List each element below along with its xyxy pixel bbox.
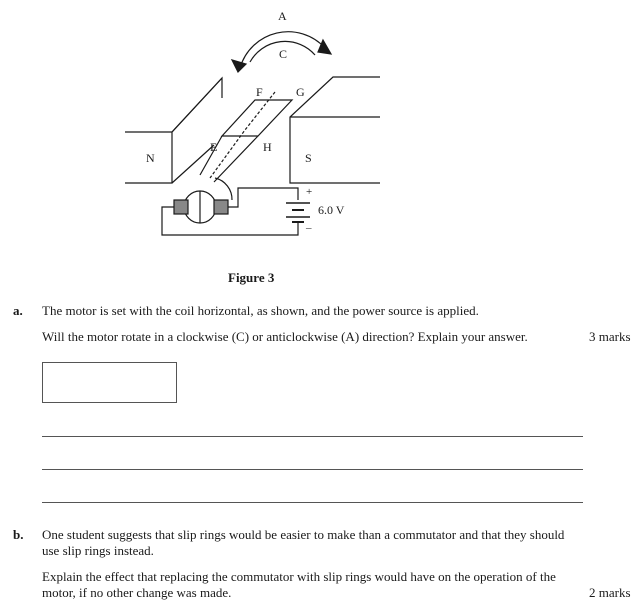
label-H: H bbox=[263, 140, 272, 154]
question-b-intro-line1: One student suggests that slip rings would be easier to make than a commutator and that they should bbox=[42, 527, 565, 542]
question-b-letter: b. bbox=[13, 527, 24, 542]
label-A: A bbox=[278, 9, 287, 23]
answer-line-2[interactable] bbox=[42, 469, 583, 470]
question-b-prompt-line2: motor, if no other change was made. bbox=[42, 585, 232, 600]
label-F: F bbox=[256, 85, 263, 99]
brush-left bbox=[174, 200, 188, 214]
answer-line-1[interactable] bbox=[42, 436, 583, 437]
question-b-marks: 2 marks bbox=[589, 585, 631, 600]
question-a-marks: 3 marks bbox=[589, 329, 631, 344]
label-S: S bbox=[305, 151, 312, 165]
coil bbox=[222, 100, 292, 136]
question-b-prompt-line1: Explain the effect that replacing the commutator with slip rings would have on the operation of the bbox=[42, 569, 556, 584]
answer-line-3[interactable] bbox=[42, 502, 583, 503]
anticlockwise-arrowhead bbox=[232, 60, 246, 72]
question-b-intro-line2: use slip rings instead. bbox=[42, 543, 154, 558]
label-G: G bbox=[296, 85, 305, 99]
motor-diagram bbox=[0, 0, 640, 290]
question-a-intro: The motor is set with the coil horizontal, as shown, and the power source is applied. bbox=[42, 303, 479, 318]
label-E: E bbox=[210, 140, 218, 154]
brush-right bbox=[214, 200, 228, 214]
figure-caption: Figure 3 bbox=[228, 270, 275, 285]
label-plus: + bbox=[306, 186, 313, 198]
question-a-letter: a. bbox=[13, 303, 23, 318]
answer-box[interactable] bbox=[42, 362, 177, 403]
label-C: C bbox=[279, 47, 288, 61]
question-a-prompt: Will the motor rotate in a clockwise (C) or anticlockwise (A) direction? Explain your answer. bbox=[42, 329, 528, 344]
label-N: N bbox=[146, 151, 155, 165]
label-minus: – bbox=[306, 222, 312, 234]
label-voltage: 6.0 V bbox=[318, 203, 345, 217]
clockwise-arrowhead bbox=[318, 40, 331, 54]
